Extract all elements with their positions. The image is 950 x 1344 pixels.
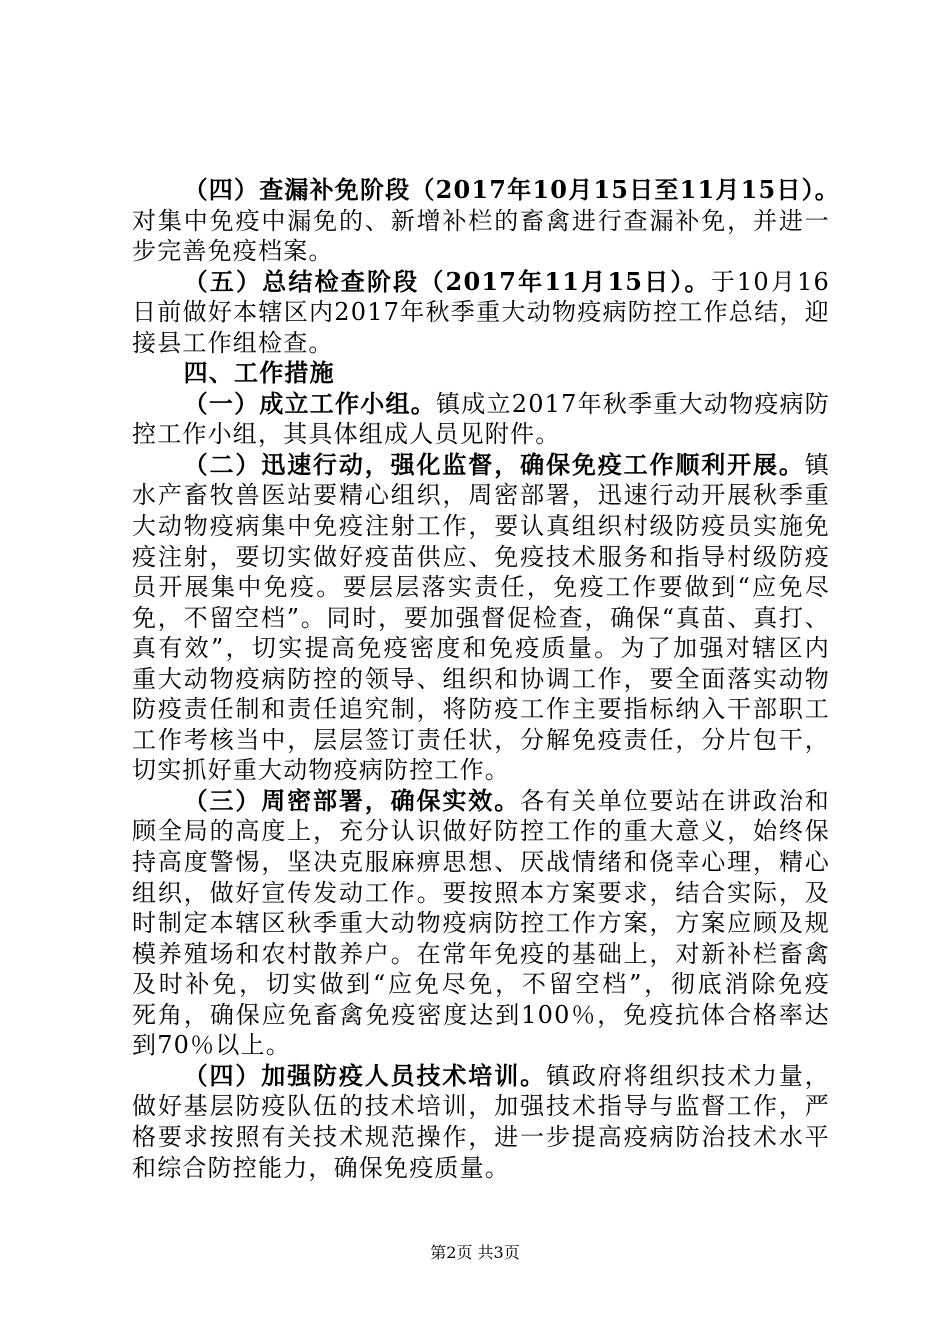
measure-4-paragraph <box>132 1061 830 1183</box>
measure-1-paragraph <box>132 389 830 450</box>
stage-4-paragraph <box>132 175 840 267</box>
paragraph-line: 控工作小组，其具体组成人员见附件。 <box>132 420 561 449</box>
paragraph-lead: （一）成立工作小组。 <box>183 388 436 418</box>
paragraph-line: 顾全局的高度上，充分认识做好防控工作的重大意义，始终保 <box>132 817 830 846</box>
paragraph-line <box>132 389 830 420</box>
paragraph-lead: （四）查漏补免阶段（2017年10月15日至11月15日）。 <box>183 175 840 204</box>
paragraph-line: 接县工作组检查。 <box>132 328 334 357</box>
document-body <box>132 175 840 1183</box>
paragraph-line: 及时补免，切实做到“应免尽免，不留空档”，彻底消除免疫 <box>132 970 830 999</box>
paragraph-text: 镇成立2017年秋季重大动物疫病防 <box>436 389 830 418</box>
paragraph-line <box>132 450 830 481</box>
paragraph-lead: （二）迅速行动，强化监督，确保免疫工作顺利开展。 <box>183 449 805 479</box>
paragraph-line <box>132 175 840 206</box>
paragraph-line: 日前做好本辖区内2017年秋季重大动物疫病防控工作总结，迎 <box>132 298 830 327</box>
paragraph-lead: （三）周密部署，确保实效。 <box>183 785 521 815</box>
paragraph-line <box>132 1061 830 1092</box>
paragraph-text: 于10月16 <box>710 267 831 296</box>
paragraph-line: 免，不留空档”。同时，要加强督促检查，确保“真苗、真打、 <box>132 603 830 632</box>
paragraph-line: 持高度警惕，坚决克服麻痹思想、厌战情绪和侥幸心理，精心 <box>132 848 830 877</box>
paragraph-line: 防疫责任制和责任追究制，将防疫工作主要指标纳入干部职工 <box>132 695 830 724</box>
paragraph-line: 格要求按照有关技术规范操作，进一步提高疫病防治技术水平 <box>132 1122 830 1151</box>
section-heading: 四、工作措施 <box>183 358 335 388</box>
paragraph-lead: （五）总结检查阶段（2017年11月15日）。 <box>183 266 711 296</box>
paragraph-text: 镇政府将组织技术力量， <box>545 1061 830 1090</box>
paragraph-line: 死角，确保应免畜禽免疫密度达到100％，免疫抗体合格率达 <box>132 1000 830 1029</box>
work-measures-heading-section <box>132 358 830 389</box>
measure-2-paragraph <box>132 450 830 786</box>
paragraph-line <box>132 267 830 298</box>
paragraph-line: 切实抓好重大动物疫病防控工作。 <box>132 756 510 785</box>
stage-5-paragraph <box>132 267 830 359</box>
paragraph-line: 和综合防控能力，确保免疫质量。 <box>132 1153 510 1182</box>
measure-3-paragraph <box>132 786 830 1061</box>
paragraph-text: 各有关单位要站在讲政治和 <box>520 786 830 815</box>
paragraph-line: 工作考核当中，层层签订责任状，分解免疫责任，分片包干， <box>132 725 830 754</box>
paragraph-line: 组织，做好宣传发动工作。要按照本方案要求，结合实际，及 <box>132 878 830 907</box>
paragraph-line: 真有效”，切实提高免疫密度和免疫质量。为了加强对辖区内 <box>132 634 830 663</box>
paragraph-line: 水产畜牧兽医站要精心组织，周密部署，迅速行动开展秋季重 <box>132 481 830 510</box>
paragraph-line: 模养殖场和农村散养户。在常年免疫的基础上，对新补栏畜禽 <box>132 939 830 968</box>
paragraph-line <box>132 786 830 817</box>
paragraph-lead: （四）加强防疫人员技术培训。 <box>183 1060 546 1090</box>
paragraph-line: 疫注射，要切实做好疫苗供应、免疫技术服务和指导村级防疫 <box>132 542 830 571</box>
paragraph-line: 重大动物疫病防控的领导、组织和协调工作，要全面落实动物 <box>132 664 830 693</box>
paragraph-line: 到70％以上。 <box>132 1031 291 1060</box>
page-number-footer: 第2页 共3页 <box>430 1243 520 1262</box>
paragraph-line: 大动物疫病集中免疫注射工作，要认真组织村级防疫员实施免 <box>132 512 830 541</box>
paragraph-line: 时制定本辖区秋季重大动物疫病防控工作方案，方案应顾及规 <box>132 909 830 938</box>
paragraph-line: 做好基层防疫队伍的技术培训，加强技术指导与监督工作，严 <box>132 1092 830 1121</box>
paragraph-text: 镇 <box>804 450 830 479</box>
paragraph-line: 步完善免疫档案。 <box>132 237 334 266</box>
paragraph-line: 员开展集中免疫。要层层落实责任，免疫工作要做到“应免尽 <box>132 573 830 602</box>
paragraph-line: 对集中免疫中漏免的、新增补栏的畜禽进行查漏补免，并进一 <box>132 206 830 235</box>
